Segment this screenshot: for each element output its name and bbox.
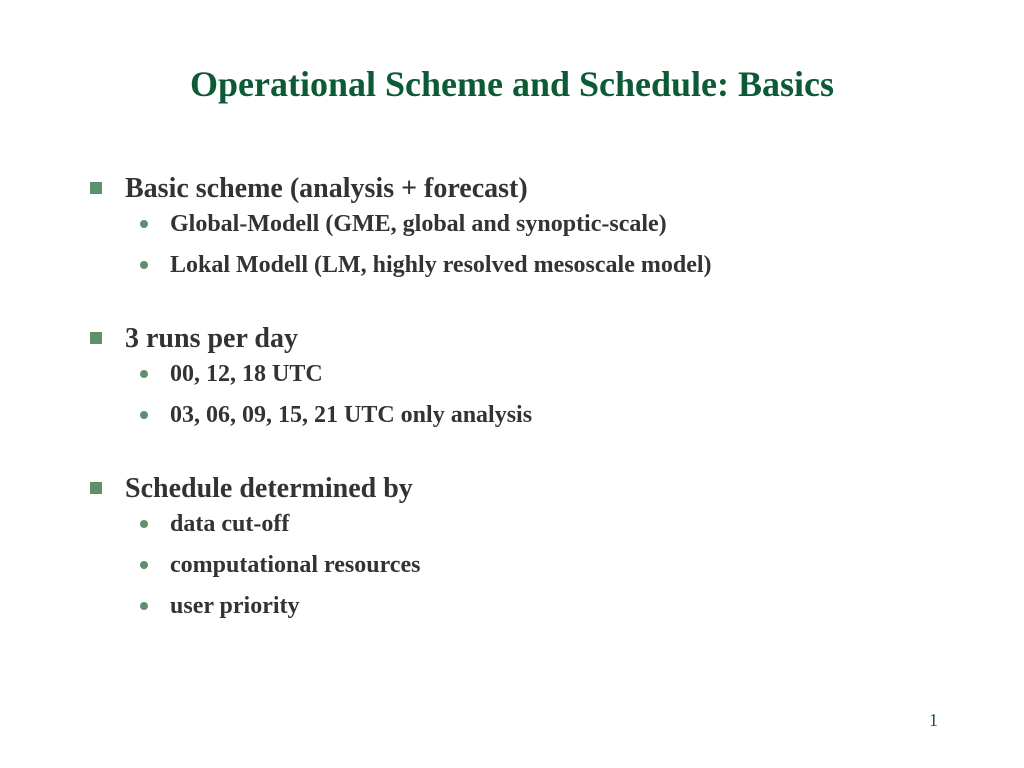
bullet-heading: Basic scheme (analysis + forecast) [125,173,528,204]
bullet-level-2 [88,208,988,249]
dot-bullet-icon [140,370,148,378]
bullet-heading: 3 runs per day [125,323,298,354]
bullet-heading: Schedule determined by [125,473,413,504]
bullet-item: computational resources [170,552,421,578]
dot-bullet-icon [140,561,148,569]
bullet-item: Lokal Modell (LM, highly resolved mesoscale model) [170,252,712,278]
dot-bullet-icon [140,261,148,269]
bullet-level-2 [88,590,988,631]
bullet-item: 00, 12, 18 UTC [170,361,323,387]
section-basic-scheme [88,170,988,290]
bullet-item: data cut-off [170,511,290,537]
bullet-level-1 [88,170,988,208]
slide-title: Operational Scheme and Schedule: Basics [189,64,835,104]
square-bullet-icon [90,482,102,494]
page-number: 1 [929,710,938,730]
bullet-level-2 [88,249,988,290]
bullet-level-2 [88,399,988,440]
dot-bullet-icon [140,220,148,228]
section-schedule [88,470,988,631]
bullet-item: user priority [170,593,300,619]
square-bullet-icon [90,332,102,344]
bullet-level-2 [88,508,988,549]
dot-bullet-icon [140,411,148,419]
bullet-level-1 [88,320,988,358]
slide-content [88,170,988,661]
square-bullet-icon [90,182,102,194]
bullet-level-2 [88,549,988,590]
dot-bullet-icon [140,520,148,528]
bullet-item: 03, 06, 09, 15, 21 UTC only analysis [170,402,533,428]
bullet-item: Global-Modell (GME, global and synoptic-scale) [170,211,667,237]
dot-bullet-icon [140,602,148,610]
bullet-level-1 [88,470,988,508]
bullet-level-2 [88,358,988,399]
section-runs-per-day [88,320,988,440]
